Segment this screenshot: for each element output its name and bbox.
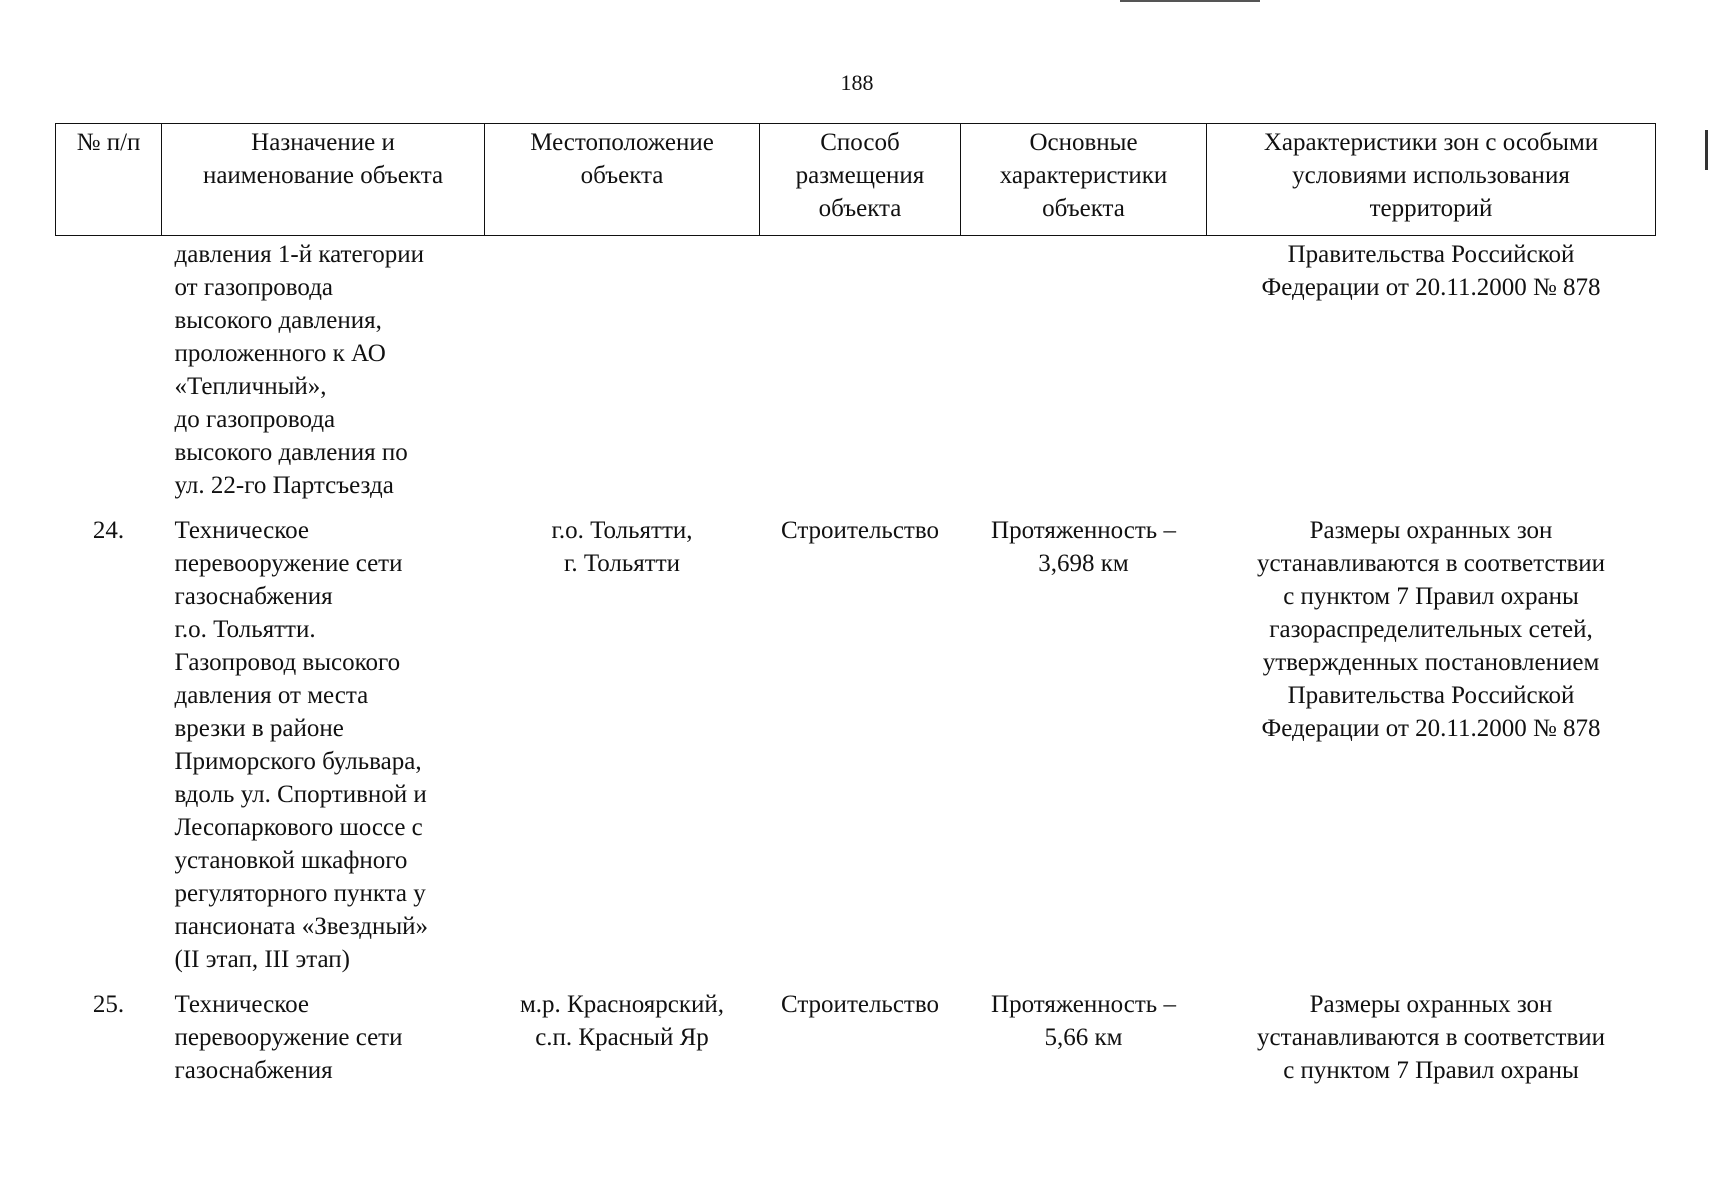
table-row	[56, 988, 1656, 1087]
object-name: давления 1-й категории от газопровода высокого давления, проложенного к АО «Тепличный», до газопровода высокого давления по ул. 22-го Партсъезда	[174, 241, 424, 499]
row-number	[56, 236, 162, 515]
object-location: г.о. Тольятти, г. Тольятти	[551, 517, 693, 577]
placement-method: Строительство	[780, 991, 939, 1018]
zone-characteristics: Правительства Российской Федерации от 20.11.2000 № 878	[1261, 241, 1601, 301]
top-edge-rule	[1120, 0, 1260, 2]
header-location: Местоположение объекта	[485, 124, 760, 236]
main-characteristics	[961, 236, 1207, 515]
zone-characteristics: Размеры охранных зон устанавливаются в соответствии с пунктом 7 Правил охраны газораспределительных сетей, утвержденных постановлением Правительства Российской Федерации от 20.11.2000 № 878	[1256, 517, 1606, 742]
header-purpose-name: Назначение и наименование объекта	[162, 124, 485, 236]
header-zone-characteristics: Характеристики зон с особыми условиями использования территорий	[1207, 124, 1656, 236]
objects-table	[55, 123, 1656, 1087]
object-location: м.р. Красноярский, с.п. Красный Яр	[519, 991, 725, 1051]
main-characteristics: Протяженность – 5,66 км	[991, 991, 1176, 1051]
row-number: 24.	[92, 517, 125, 544]
page-number: 188	[840, 70, 874, 95]
object-name: Техническое перевооружение сети газоснабжения г.о. Тольятти. Газопровод высокого давления от места врезки в районе Приморского бульвара, вдоль ул. Спортивной и Лесопаркового шоссе с установкой шкафного регуляторного пункта у пансионата «Звездный» (II этап, III этап)	[174, 517, 429, 973]
zone-characteristics: Размеры охранных зон устанавливаются в соответствии с пунктом 7 Правил охраны	[1256, 991, 1606, 1084]
row-number: 25.	[92, 991, 125, 1018]
header-number: № п/п	[56, 124, 162, 236]
header-placement-method: Способ размещения объекта	[760, 124, 961, 236]
table-row	[56, 514, 1656, 988]
main-characteristics: Протяженность – 3,698 км	[991, 517, 1176, 577]
placement-method	[760, 236, 961, 515]
header-main-characteristics: Основные характеристики объекта	[961, 124, 1207, 236]
placement-method: Строительство	[780, 517, 939, 544]
object-location	[485, 236, 760, 515]
object-name: Техническое перевооружение сети газоснабжения	[174, 991, 403, 1084]
table-header-row	[56, 124, 1656, 236]
scan-edge-mark	[1705, 130, 1708, 170]
table-row	[56, 236, 1656, 515]
